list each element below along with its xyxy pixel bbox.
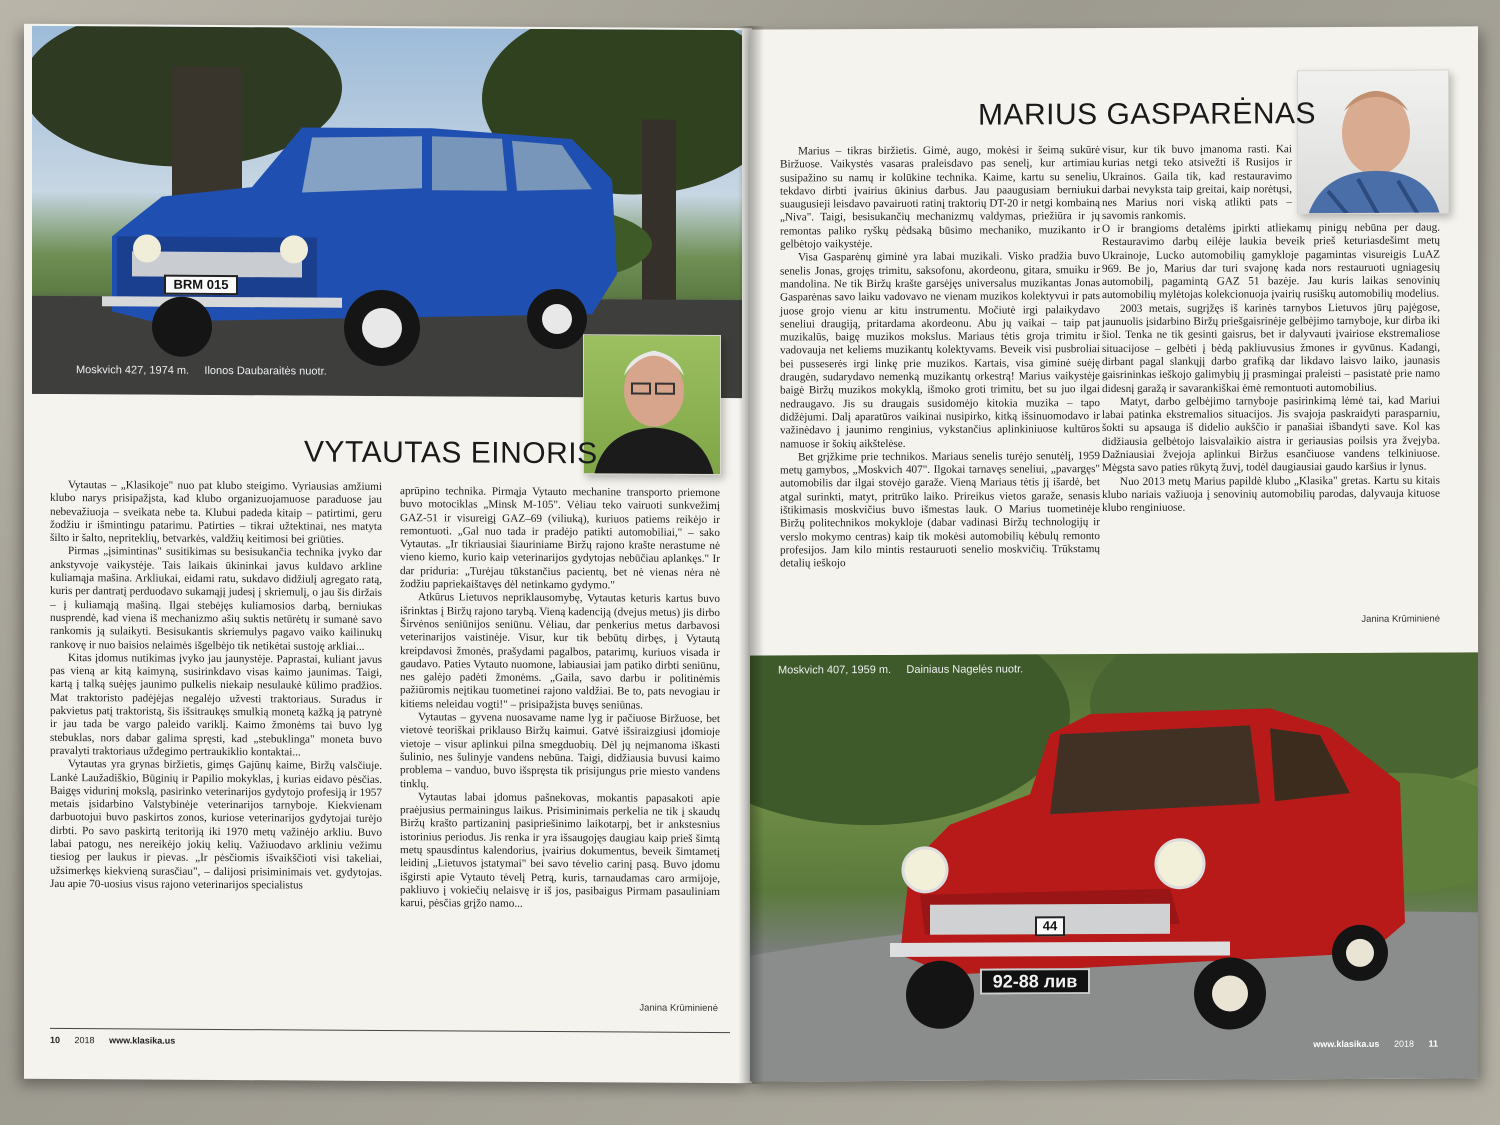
paragraph: Matyt, darbo gelbėjimo tarnyboje pasirinkimą lėmė tai, kad Mariui labai patinka ekstremalios situacijos. Jis svajoja paskraidyti parasparniu, šokti su apsauga iš didelio aukščio ir panašiai išbandyti save. Kol kas didžiausia gelbėtojo laisvalaikio aistra ir geriausias poilsis yra žvejyba. Dažniausiai žvejoja aplinkui Biržus esančiuose vandens telkiniuose. Mėgsta savo paties rūkytą žuvį, todėl daugiausiai gaudo karšius ir lynus.	[1102, 394, 1440, 475]
page-number: 11	[1428, 1038, 1438, 1049]
footer-year: 2018	[1393, 1038, 1414, 1049]
paragraph: Vytautas yra grynas biržietis, gimęs Gajūnų kaime, Biržų valsčiuje. Lankė Laužadiškio, Būginių ir Papilio mokyklas, į kurias eidavo pėsčias. Baigęs vidurinį mokslą, pasirinko veterinarijos gydytojo profesiją ir 1957 metais įsidarbino Valstybinėje veterinarijos tarnyboje. Kiekvienam darbuotojui buvo paskirtos zonos, kuriose veterinarijos gydytojai turėjo dirbti. Po savo paskirtą teritoriją iki 1970 metų važinėjo arkliu. Buvo labai patogu, nes nereikėjo jokių kelių. Važiuodavo arkliniu vežimu tiesiog per laukus ir pievas. „Ir pėsčiomis išvaikščioti visi takeliai, užsimerkęs kiekvieną surasčiau", – dalijosi prisiminimais vet. gydytojas. Jau apie 70-uosius visus rajono veterinarijos specialistus	[50, 758, 382, 892]
footer-left	[50, 1028, 730, 1049]
paragraph: O ir brangioms detalėms įpirkti atliekamų pinigų nebūna per daug. Restauravimo darbų eilėje laukia beveik prieš keturiasdešimt metų Ukrainoje, Lucko automobilių gamykloje pagamintas visureigis LuAZ 969. Be jo, Marius dar turi svajonę kada nors restauruoti ugniagesių automobilį, pagamintą GAZ 51 bazėje. Jau kuris laikas senovinių automobilių mylėtojas kolekcionuoja įvairių rusiškų automobilių modelius.	[1102, 221, 1440, 302]
right-column-2	[1102, 222, 1440, 516]
paragraph: Vytautas labai įdomus pašnekovas, mokantis papasakoti apie praėjusius permainingus laikus. Prisiminimais perkelia ne tik į skaudų Biržų krašto partizaninį pasipriešinimo laikotarpį, bet ir ankstesnius istorinius periodus. Jis renka ir yra išsaugojęs daugiau kaip prieš šimtą metų spausdintus kalendorius, įvairius dokumentus, beveik šimtametį leidinį „Lietuvos įstatymai" bei savo tėvelio carinį pasą. Buvo įdomu išgirsti apie Vytauto tėvelį Petrą, kuris, tarnaudamas caro armijoje, pakliuvo į vokiečių nelaisvę ir iš jos, pasibaigus Pirmam pasauliniam karui, pėsčias grįžo namo...	[400, 791, 720, 911]
paragraph: Kitas įdomus nutikimas įvyko jau jaunystėje. Paprastai, kuliant javus pas vieną ar kitą kaimyną, susirinkdavo visas kaimo jaunimas. Taigi, kartą į talką suėjęs jaunimo pulkelis niekaip nesulaukė kūlimo pradžios. Mat traktoristo padėjėjas negalėjo užvesti traktoriaus. Suradus ir pakvietus patį traktoristą, šis išsitraukęs smulkią monetą kažką ją patrynė ir jau tada be vargo paleido variklį. Kaimo žmonėms tai buvo lyg stebuklas, nors dabar galima spręsti, kad „stebuklinga" moneta buvo pravalyti traktoriaus uždegimo pertraukiklio kontaktai...	[50, 651, 382, 759]
left-column-1	[50, 479, 382, 893]
paragraph: Visa Gasparėnų giminė yra labai muzikali. Visko pradžia buvo senelis Jonas, grojęs trimitu, saksofonu, akordeonu, gitara, smuiku ir mandolina. Ne tik Biržų krašte garsėjęs universalus muzikantas Jonas Gasparėnas savo laiku vadovavo ne vienam muzikos kolektyvui ir pats juose grojo vienu ar kitu instrumentu. Močiutė irgi palaikydavo seneliui draugiją, pritardama akordeonu. Abu jų vaikai – taip pat muzikalūs, baigę muzikos mokslus. Mariaus tėtis groja trimitu ir vadovauja net keliems muzikantų kolektyvams. Beveik visi pusbroliai bei pusseserės irgi linkę prie muzikos. Kartais, visa giminė suėję draugėn, sudarydavo nemenką muzikantų orkestrą! Marius vaikystėje baigė Biržų muzikos mokyklą, išmoko groti trimitu, bet su juo ilgai nedraugavo. Jis su draugais susidomėjo kitokia muzika – tapo didžėjumi. Dalį aparatūros vaikinai nusipirko, kitką išsinuomodavo ir važinėdavo į jaunimo renginius, vykstančius aplinkiniuose kultūros namuose ir šokių aikštelėse.	[780, 250, 1100, 450]
author-right: Janina Krūminienė	[1361, 613, 1440, 625]
footer-site: www.klasika.us	[1313, 1038, 1380, 1050]
right-column-2-top	[1102, 143, 1292, 224]
author-left: Janina Krūminienė	[639, 1002, 718, 1015]
caption-text: Moskvich 407, 1959 m.	[778, 663, 892, 677]
red-car-illustration	[750, 652, 1478, 1081]
paragraph: Vytautas – gyvena nuosavame name lyg ir pačiuose Biržuose, bet vietovė teoriškai priklauso Biržų kaimui. Gatvė išsiraizgiusi įdomioje vietoje – visur aplinkui pilna smegduobių. Dėl jų neįmanoma iškasti šulinio, nes šulinyje vandens nebūna. Taigi, didžiausia buvusi kaimo problema – vanduo, buvo išspręsta tik prisijungus prie miesto vandens tinklų.	[400, 711, 720, 790]
footer-year: 2018	[74, 1035, 95, 1046]
paragraph: Atkūrus Lietuvos nepriklausomybę, Vytautas keturis kartus buvo išrinktas į Biržų rajono tarybą. Vieną kadenciją (dvejus metus) jis dirbo Širvėnos seniūnijos seniūnu. Vėliau, dar penkerius metus darbavosi veterinarijos vaistinėje. Visur, kur tik bebūtų dirbęs, į Vytautą kreipdavosi žmonės, prašydami pagalbos, patarimų, kuriuos visada ir gaudavo. Paties Vytauto nuomone, labiausiai jam patiko dirbti seniūnu, nes galėjo padėti žmonėms. „Gaila, savo darbu ir politinėmis pažiūromis neįtikau tuometinei rajono valdžiai. Be to, pats nevogiau ir kitiems neleidau vogti!" – prisipažįsta buvęs seniūnas.	[400, 591, 720, 712]
vytautas-portrait	[583, 334, 721, 475]
caption-text: Moskvich 427, 1974 m.	[76, 364, 190, 377]
paragraph: Bet grįžkime prie technikos. Mariaus senelis turėjo senutėlį, 1959 metų gamybos, „Moskvich 407". Ilgokai tarnavęs seneliui, „pavargęs" automobilis dar ilgai stovėjo garaže. Vieną Mariaus tėtis jį išardė, bet atgal surinkti, matyt, pritrūko laiko. Prireikus vietos garaže, senasis ištikimasis moskvičius buvo išmestas lauk. O Marius tuometinėje Biržų politechnikos mokykloje (dabar vadinasi Biržų technologijų ir verslo mokymo centras) kaip tik mokėsi automobilių kėbulų remonto profesijos. Jam kilo mintis restauruoti senelio moskvičių. Trūkstamų detalių ieškojo	[780, 449, 1100, 570]
paragraph: Nuo 2013 metų Marius papildė klubo „Klasika" gretas. Kartu su kitais klubo nariais važiuoja į senovinių automobilių parodas, dalyvauja kituose klubo renginiuose.	[1102, 474, 1440, 515]
paragraph: Vytautas – „Klasikoje" nuo pat klubo steigimo. Vyriausias amžiumi klubo narys prisipažįsta, kad klubo organizuojamuose paraduose jau nebevažiuoja – sveikata nebe ta. Klubui padeda kitaip – patirtimi, geru žodžiu ir išmintingu patarimu. Patirties – tikrai užtektinai, nes matyta šilto ir šalto, nepriteklių, betvarkės, valdžių keitimosi bei griūties.	[50, 479, 382, 546]
blue-car-license-plate: BRM 015	[164, 275, 238, 295]
blue-car-photo-caption	[76, 364, 327, 378]
red-car-photo-caption	[778, 663, 1023, 676]
paragraph: Marius – tikras biržietis. Gimė, augo, mokėsi ir šeimą sukūrė Biržuose. Vaikystės vasaras praleisdavo pas senelį, kur artimiau susipažino su namų ir kolūkine technika. Kaime, kartu su seneliu, tekdavo dirbti įvairius ūkinius darbus. Jau paaugusiam berniukui suaugusieji leisdavo pavairuoti ratinį traktorių DT-20 ir netgi kombainą „Niva". Taigi, besisukančių mechanizmų valdymas, priežiūra ir jų remontas paliko ryškų pėdsaką būsimo mechaniko, muzikanto ir gelbėtojo vaikystėje.	[780, 144, 1100, 251]
portrait-illustration	[584, 335, 721, 475]
red-car-photo	[750, 652, 1478, 1081]
red-car-front-number: 44	[1035, 916, 1065, 936]
marius-portrait	[1297, 70, 1449, 215]
portrait-illustration	[1298, 71, 1449, 215]
page-number: 10	[50, 1034, 61, 1045]
right-page	[750, 26, 1478, 1081]
left-column-2	[400, 485, 720, 912]
page-title-marius: MARIUS GASPARĖNAS	[978, 97, 1317, 132]
footer-right	[1313, 1039, 1438, 1050]
photo-credit: Ilonos Daubaraitės nuotr.	[204, 364, 327, 378]
paragraph: 2003 metais, sugrįžęs iš karinės tarnybos Lietuvos jūrų pajėgose, jaunuolis įsidarbino Biržų priešgaisrinėje gelbėjimo tarnyboje, kur dirba iki šiol. Tenka ne tik gesinti gaisrus, bet ir dalyvauti įvairiose ekstremaliose situacijose – gelbėti į bėdą pakliuvusius žmones ir gyvūnus. Kadangi, dirbant pagal slankųjį darbo grafiką dar likdavo laisvo laiko, jaunasis gaisrininkas ieškojo galimybių jį prasmingai praleisti – pasistatė prie namo didesnį garažą ir savarankiškai ėmė remontuoti automobilius.	[1102, 301, 1440, 395]
paragraph: visur, kur tik buvo įmanoma rasti. Kai kurias netgi teko atsivežti iš Rusijos ir Ukrainos. Gaila tik, kad restauravimo darbai nevyksta taip greitai, kaip norėtųsi, nes Marius nori viską atlikti pats – savomis rankomis.	[1102, 143, 1292, 223]
paragraph: aprūpino technika. Pirmąja Vytauto mechanine transporto priemone buvo motociklas „Minsk M-105". Vėliau teko vairuoti sunkvežimį GAZ-51 ir visureigį GAZ–69 (viliuką), kuriuos patiems reikėjo ir remontuoti. „Gal nuo tada ir pradėjo patikti automobiliai," – sako Vytautas. „Ir tikriausiai šiauriniame Biržų rajono krašte nerastume nė vieno kiemo, kurio kaip veterinarijos gydytojas nebūčiau aplankęs." Ir dar priduria: „Turėjau tūkstančius pacientų, bet nė vienas nėra nė žodžiu papriekaištavęs dėl netinkamo gydymo."	[400, 485, 720, 592]
right-column-1	[780, 144, 1100, 571]
red-car-license-plate: 92-88 лив	[980, 968, 1090, 994]
paragraph: Pirmas „įsimintinas" susitikimas su besisukančia technika įvyko dar ankstyvoje vaikystėje. Tais laikais ūkininkai javus kuldavo arkline kuliamąja mašina. Arkliukai, eidami ratu, sukdavo didžiulį agregato ratą, kuris per dantratį perduodavo sukamąjį judesį į skriemulį, o jau šis diržais – į kuliamąją mašiną. Ilgai stebėjęs kuliamosios darbą, berniukas nusprendė, kad viena iš mechanizmo ašių suktis netūrėtų ir sumanė savo rankomis ją sulaikyti. Besisukantis skriemulys pagavo vaiko kailinukų rankovę ir nuo baisios nelaimės išgelbėjo tik netikėtai sustoję arkliai...	[50, 545, 382, 653]
left-page	[24, 24, 752, 1083]
photo-credit: Dainiaus Nagelės nuotr.	[906, 663, 1024, 676]
page-title-vytautas: VYTAUTAS EINORIS	[304, 435, 598, 471]
footer-site: www.klasika.us	[109, 1035, 176, 1046]
